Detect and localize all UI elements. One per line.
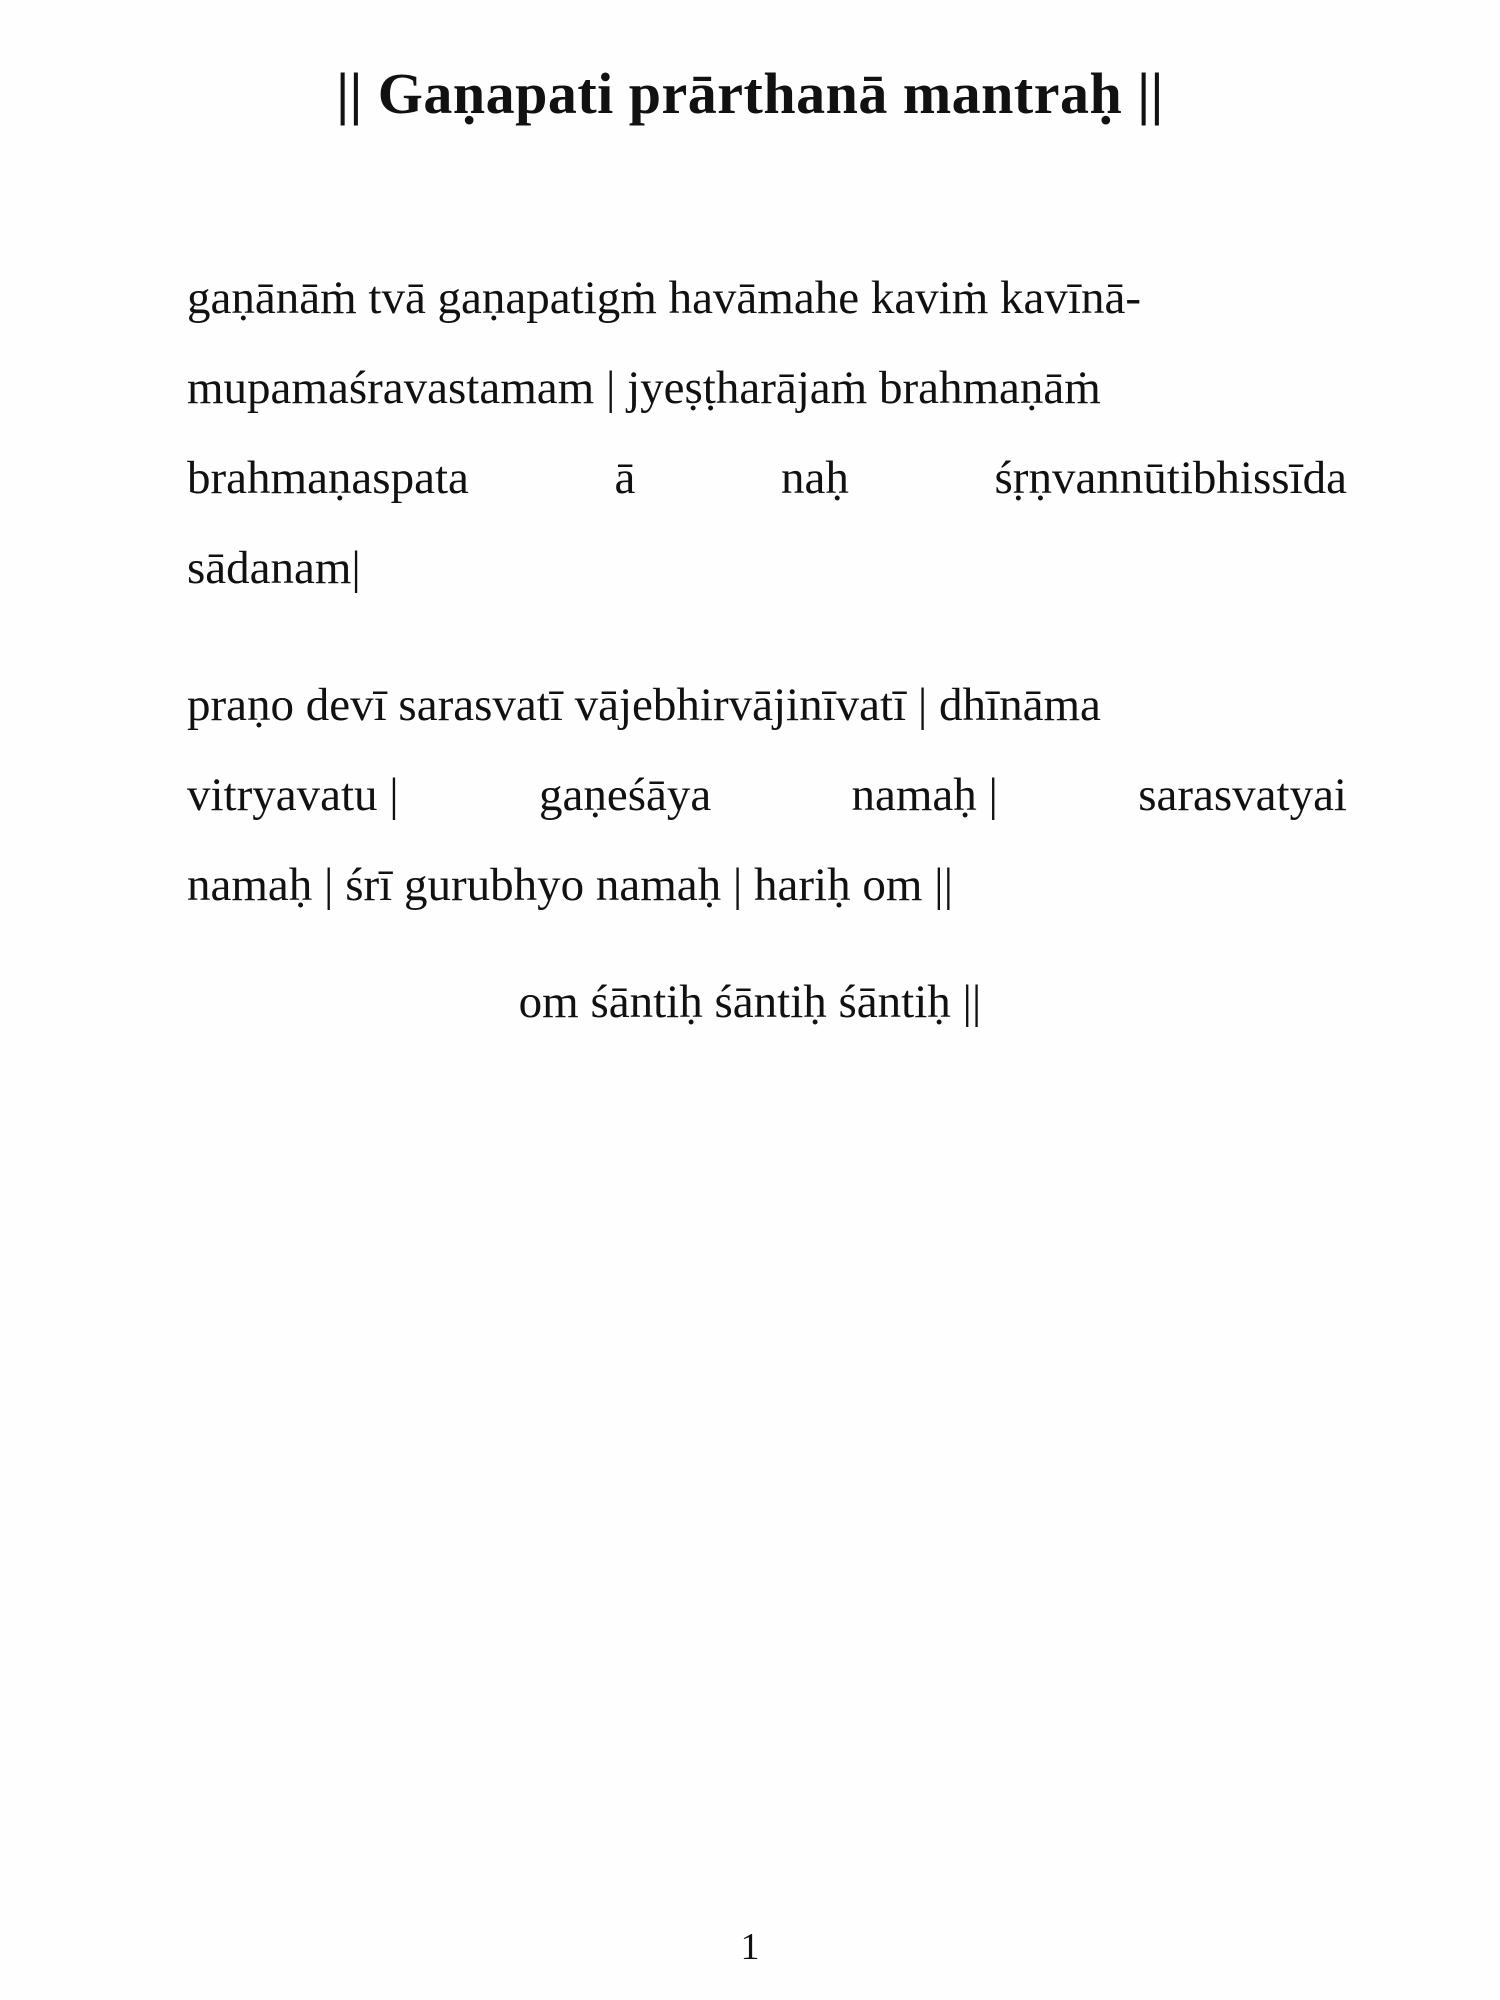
stanza-2-line-2-word: vitryavatu |	[187, 769, 399, 821]
page-title: || Gaṇapati prārthanā mantraḥ ||	[336, 61, 1164, 126]
stanza-1-line-3-word: brahmaṇaspata	[187, 452, 469, 504]
stanza-1-line-4: sādanam|	[187, 542, 361, 594]
mantra-stanza-2	[187, 660, 1347, 930]
stanza-1-line-3-word: śṛṇvannūtibhissīda	[994, 452, 1347, 504]
stanza-1-line-3-word: ā	[614, 452, 636, 504]
stanza-2-line-2-word: sarasvatyai	[1138, 769, 1347, 821]
stanza-2-line-2-word: gaṇeśāya	[538, 769, 712, 821]
shanti-mantra-line: om śāntiḥ śāntiḥ śāntiḥ ||	[518, 976, 982, 1028]
stanza-1-line-2: mupamaśravastamam | jyeṣṭharājaṁ brahmaṇāṁ	[187, 362, 1101, 414]
stanza-2-line-3: namaḥ | śrī gurubhyo namaḥ | hariḥ om ||	[187, 859, 953, 911]
stanza-1-line-1: gaṇānāṁ tvā gaṇapatigṁ havāmahe kaviṁ kavīnā-	[187, 272, 1141, 324]
stanza-2-line-2	[187, 750, 1347, 840]
stanza-2-line-1: praṇo devī sarasvatī vājebhirvājinīvatī | dhīnāma	[187, 679, 1101, 731]
stanza-2-line-2-word: namaḥ |	[851, 769, 998, 821]
page-number: 1	[740, 1926, 760, 1968]
mantra-stanza-1	[187, 253, 1347, 613]
stanza-1-line-3	[187, 433, 1347, 523]
stanza-1-line-3-word: naḥ	[781, 452, 849, 504]
